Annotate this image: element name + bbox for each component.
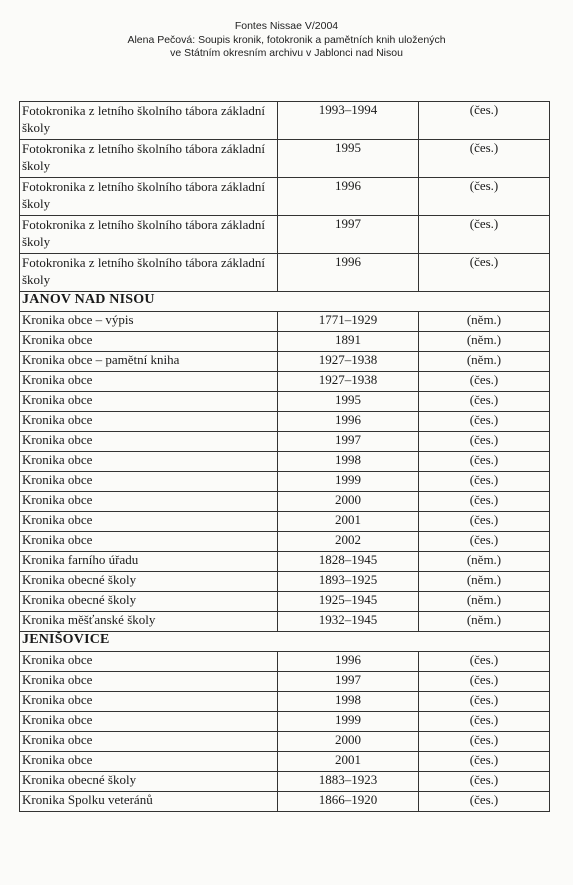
chronicle-name-cell: Kronika obce (20, 452, 278, 472)
language-cell: (čes.) (419, 254, 550, 292)
inventory-subtitle: ve Státním okresním archivu v Jablonci nad Nisou (170, 47, 403, 59)
years-cell: 1993–1994 (278, 102, 419, 140)
language-cell: (čes.) (419, 532, 550, 552)
table-row (20, 472, 550, 492)
language-cell: (čes.) (419, 216, 550, 254)
years-cell: 1925–1945 (278, 592, 419, 612)
table-row (20, 372, 550, 392)
chronicle-name-cell: Kronika obce (20, 712, 278, 732)
table-row (20, 772, 550, 792)
language-cell: (čes.) (419, 140, 550, 178)
table-row (20, 432, 550, 452)
table-row (20, 452, 550, 472)
chronicle-table (19, 101, 550, 812)
chronicle-name-cell: Kronika měšťanské školy (20, 612, 278, 632)
language-cell: (čes.) (419, 732, 550, 752)
language-cell: (něm.) (419, 312, 550, 332)
section-heading: JANOV NAD NISOU (20, 292, 550, 312)
language-cell: (čes.) (419, 432, 550, 452)
language-cell: (čes.) (419, 452, 550, 472)
chronicle-name-cell: Kronika obce (20, 672, 278, 692)
table-row (20, 312, 550, 332)
table-row (20, 102, 550, 140)
chronicle-name-cell: Kronika obce (20, 392, 278, 412)
table-row (20, 572, 550, 592)
years-cell: 2000 (278, 732, 419, 752)
inventory-title: Alena Pečová: Soupis kronik, fotokronik a pamětních knih uložených (127, 33, 446, 46)
years-cell: 1866–1920 (278, 792, 419, 812)
chronicle-name-cell: Kronika obce (20, 472, 278, 492)
years-cell: 1927–1938 (278, 352, 419, 372)
language-cell: (čes.) (419, 102, 550, 140)
chronicle-name-cell: Kronika obce (20, 752, 278, 772)
language-cell: (něm.) (419, 352, 550, 372)
table-row (20, 178, 550, 216)
language-cell: (čes.) (419, 792, 550, 812)
years-cell: 1932–1945 (278, 612, 419, 632)
chronicle-name-cell: Fotokronika z letního školního tábora základní školy (20, 254, 278, 292)
language-cell: (něm.) (419, 552, 550, 572)
language-cell: (něm.) (419, 592, 550, 612)
language-cell: (čes.) (419, 412, 550, 432)
section-heading: JENIŠOVICE (20, 632, 550, 652)
table-row (20, 692, 550, 712)
years-cell: 1891 (278, 332, 419, 352)
years-cell: 1996 (278, 178, 419, 216)
language-cell: (čes.) (419, 712, 550, 732)
chronicle-name-cell: Kronika obecné školy (20, 772, 278, 792)
language-cell: (něm.) (419, 612, 550, 632)
language-cell: (čes.) (419, 692, 550, 712)
years-cell: 2000 (278, 492, 419, 512)
chronicle-name-cell: Kronika obce (20, 532, 278, 552)
section-row (20, 292, 550, 312)
chronicle-name-cell: Kronika obce (20, 732, 278, 752)
language-cell: (čes.) (419, 178, 550, 216)
years-cell: 1997 (278, 216, 419, 254)
years-cell: 1771–1929 (278, 312, 419, 332)
chronicle-name-cell: Kronika obecné školy (20, 592, 278, 612)
table-row (20, 492, 550, 512)
table-row (20, 532, 550, 552)
table-row (20, 672, 550, 692)
chronicle-name-cell: Kronika obce (20, 332, 278, 352)
chronicle-name-cell: Kronika obce – výpis (20, 312, 278, 332)
table-row (20, 140, 550, 178)
language-cell: (čes.) (419, 672, 550, 692)
years-cell: 1828–1945 (278, 552, 419, 572)
table-row (20, 332, 550, 352)
chronicle-name-cell: Kronika obecné školy (20, 572, 278, 592)
table-row (20, 216, 550, 254)
chronicle-name-cell: Fotokronika z letního školního tábora základní školy (20, 216, 278, 254)
years-cell: 1997 (278, 432, 419, 452)
years-cell: 1998 (278, 692, 419, 712)
language-cell: (čes.) (419, 652, 550, 672)
years-cell: 1996 (278, 254, 419, 292)
table-row (20, 652, 550, 672)
years-cell: 1893–1925 (278, 572, 419, 592)
language-cell: (čes.) (419, 392, 550, 412)
table-row (20, 392, 550, 412)
years-cell: 2001 (278, 512, 419, 532)
years-cell: 1927–1938 (278, 372, 419, 392)
language-cell: (čes.) (419, 752, 550, 772)
table-row (20, 712, 550, 732)
years-cell: 1998 (278, 452, 419, 472)
chronicle-name-cell: Fotokronika z letního školního tábora základní školy (20, 178, 278, 216)
table-row (20, 512, 550, 532)
chronicle-name-cell: Kronika obce (20, 692, 278, 712)
years-cell: 1999 (278, 472, 419, 492)
journal-title: Fontes Nissae V/2004 (234, 20, 339, 32)
years-cell: 1997 (278, 672, 419, 692)
years-cell: 1883–1923 (278, 772, 419, 792)
table-row (20, 752, 550, 772)
chronicle-name-cell: Kronika obce (20, 492, 278, 512)
years-cell: 1996 (278, 652, 419, 672)
table-row (20, 732, 550, 752)
chronicle-name-cell: Fotokronika z letního školního tábora základní školy (20, 102, 278, 140)
years-cell: 2001 (278, 752, 419, 772)
table-row (20, 352, 550, 372)
table-row (20, 254, 550, 292)
chronicle-name-cell: Fotokronika z letního školního tábora základní školy (20, 140, 278, 178)
chronicle-name-cell: Kronika farního úřadu (20, 552, 278, 572)
years-cell: 1999 (278, 712, 419, 732)
years-cell: 1996 (278, 412, 419, 432)
years-cell: 1995 (278, 392, 419, 412)
page-header (0, 20, 573, 61)
years-cell: 1995 (278, 140, 419, 178)
chronicle-table-body (20, 102, 550, 812)
table-row (20, 552, 550, 572)
section-row (20, 632, 550, 652)
chronicle-name-cell: Kronika Spolku veteránů (20, 792, 278, 812)
chronicle-name-cell: Kronika obce (20, 372, 278, 392)
chronicle-name-cell: Kronika obce – pamětní kniha (20, 352, 278, 372)
chronicle-name-cell: Kronika obce (20, 432, 278, 452)
table-row (20, 612, 550, 632)
language-cell: (čes.) (419, 372, 550, 392)
language-cell: (něm.) (419, 572, 550, 592)
table-row (20, 412, 550, 432)
years-cell: 2002 (278, 532, 419, 552)
language-cell: (čes.) (419, 772, 550, 792)
table-row (20, 592, 550, 612)
language-cell: (čes.) (419, 472, 550, 492)
table-row (20, 792, 550, 812)
language-cell: (něm.) (419, 332, 550, 352)
chronicle-name-cell: Kronika obce (20, 512, 278, 532)
chronicle-name-cell: Kronika obce (20, 412, 278, 432)
chronicle-name-cell: Kronika obce (20, 652, 278, 672)
language-cell: (čes.) (419, 492, 550, 512)
language-cell: (čes.) (419, 512, 550, 532)
